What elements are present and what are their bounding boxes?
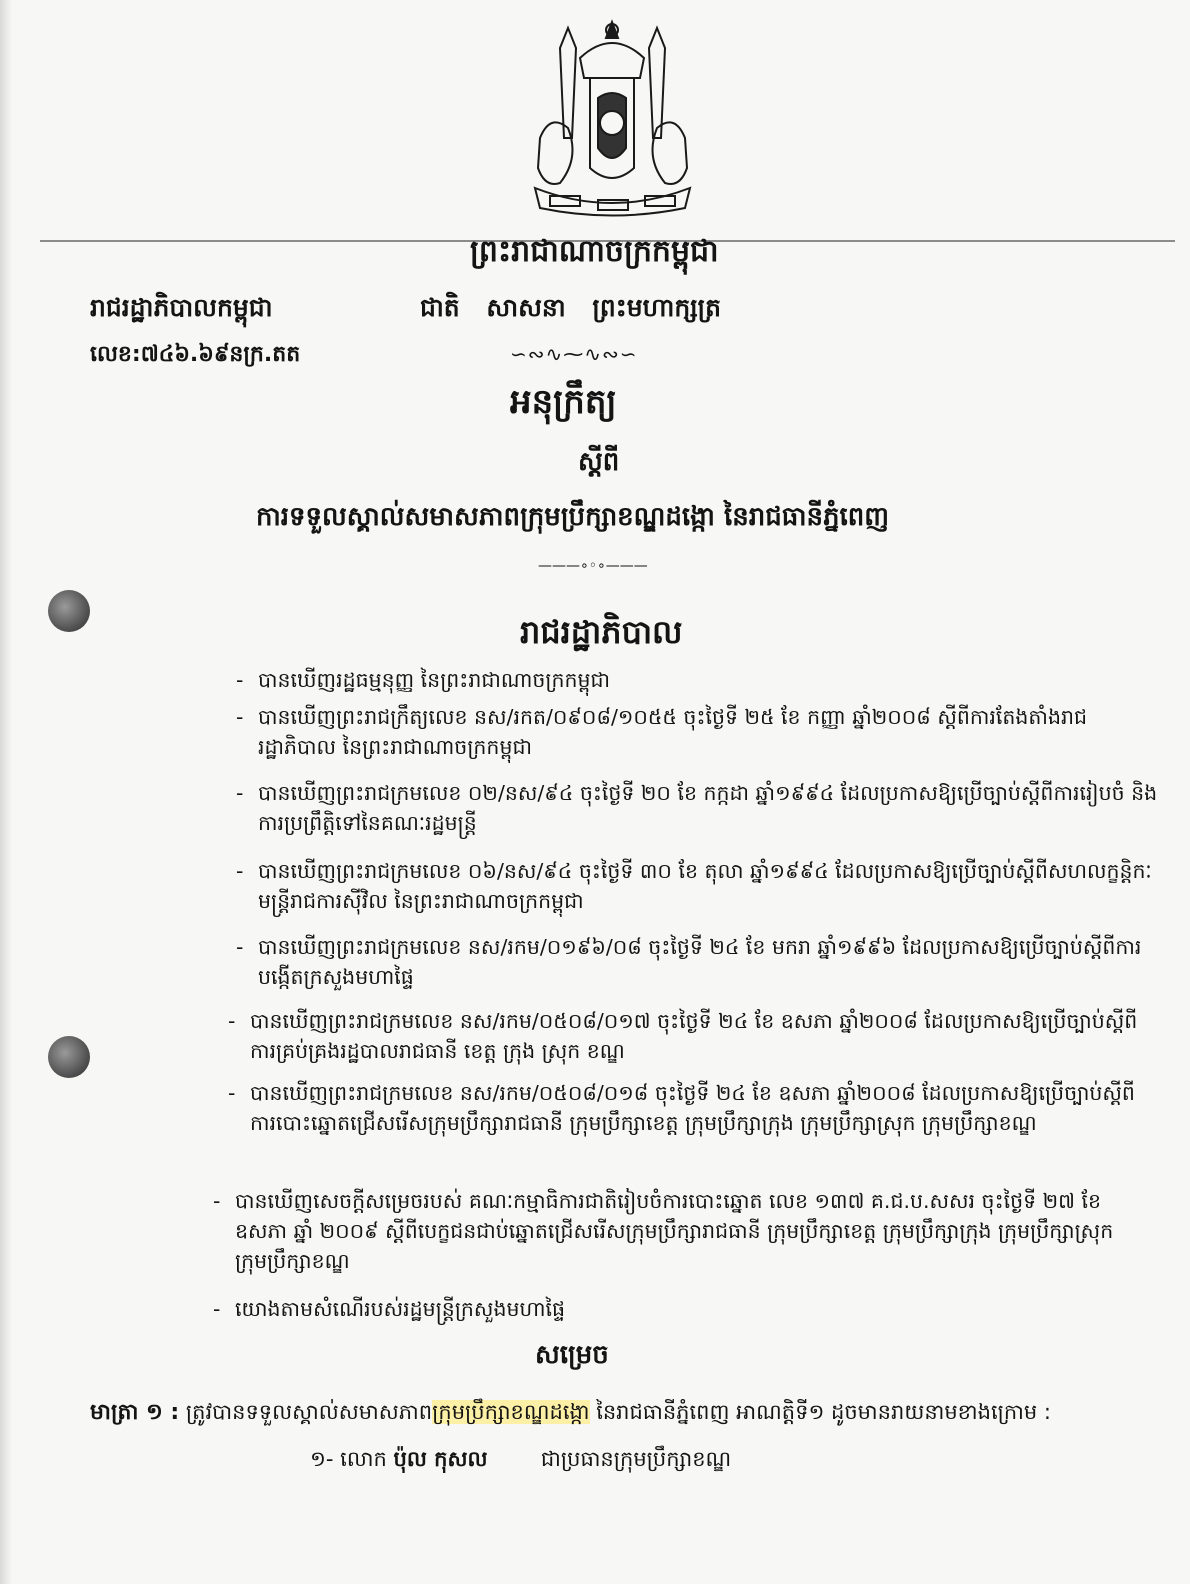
list-item — [213, 1186, 1135, 1276]
bullet-dash: - — [236, 859, 244, 883]
article-1 — [90, 1398, 1051, 1430]
decision-heading: សម្រេច — [535, 1340, 609, 1370]
punch-hole-top — [48, 590, 90, 632]
bullet-dash: - — [236, 668, 244, 692]
list-item — [236, 702, 1158, 762]
royal-coat-of-arms — [520, 18, 705, 218]
highlighted-text: ក្រុមប្រឹក្សាខណ្ឌដង្កោ — [432, 1400, 590, 1424]
bullet-dash: - — [236, 705, 244, 729]
document-subject: ការទទួលស្គាល់សមាសភាពក្រុមប្រឹក្សាខណ្ឌដង្កោ នៃរាជធានីភ្នំពេញ — [256, 502, 890, 532]
scan-edge — [0, 0, 12, 1584]
section-heading: រាជរដ្ឋាភិបាល — [520, 613, 683, 651]
ornament-divider: ∽∾∿⁓∿∾∽ — [510, 342, 638, 366]
national-motto: ជាតិ សាសនា ព្រះមហាក្សត្រ — [420, 293, 721, 322]
consideration-text: បានឃើញសេចក្ដីសម្រេចរបស់ គណៈកម្មាធិការជាតិរៀបចំការបោះឆ្នោត លេខ ១៣៧ គ.ជ.ប.សសរ ចុះថ្ងៃទី ២៧ ខែ ឧសភា ឆ្នាំ ២០០៩ ស្ដីពីបេក្ខជនជាប់ឆ្នោតជ្រើសរើសក្រុមប្រឹក្សារាជធានី ក្រុមប្រឹក្សាខេត្ត ក្រុមប្រឹក្សាក្រុង ក្រុមប្រឹក្សាស្រុក ក្រុមប្រឹក្សាខណ្ឌ — [235, 1189, 1114, 1273]
list-item — [228, 1006, 1150, 1066]
consideration-text: បានឃើញព្រះរាជក្រមលេខ ០៦/នស/៩៤ ចុះថ្ងៃទី ៣០ ខែ តុលា ឆ្នាំ១៩៩៤ ដែលប្រកាសឱ្យប្រើច្បាប់ស្ដីពីសហលក្ខន្តិកៈមន្ត្រីរាជការស៊ីវិល នៃព្រះរាជាណាចក្រកម្ពុជា — [258, 859, 1152, 913]
list-item — [236, 932, 1158, 992]
member-row — [310, 1446, 731, 1477]
document-number: លេខ:៧៤៦.៦៩នក្រ.តត — [90, 342, 301, 367]
article-text-rest: នៃរាជធានីភ្នំពេញ អាណត្តិទី១ ដូចមានរាយនាមខាងក្រោម : — [589, 1400, 1051, 1424]
bullet-dash: - — [213, 1189, 221, 1213]
consideration-text: បានឃើញព្រះរាជក្រឹត្យលេខ នស/រកត/០៩០៨/១០៥៥ ចុះថ្ងៃទី ២៥ ខែ កញ្ញា ឆ្នាំ២០០៨ ស្ដីពីការតែងតាំងរាជរដ្ឋាភិបាល នៃព្រះរាជាណាចក្រកម្ពុជា — [258, 705, 1087, 759]
member-role: ជាប្រធានក្រុមប្រឹក្សាខណ្ឌ — [540, 1447, 732, 1471]
consideration-text: បានឃើញព្រះរាជក្រមលេខ នស/រកម/០១៩៦/០៨ ចុះថ្ងៃទី ២៤ ខែ មករា ឆ្នាំ១៩៩៦ ដែលប្រកាសឱ្យប្រើច្បាប់ស្ដីពីការបង្កើតក្រសួងមហាផ្ទៃ — [258, 935, 1142, 989]
bullet-dash: - — [236, 935, 244, 959]
punch-hole-bottom — [48, 1036, 90, 1078]
consideration-text: បានឃើញព្រះរាជក្រមលេខ នស/រកម/០៥០៨/០១៧ ចុះថ្ងៃទី ២៤ ខែ ឧសភា ឆ្នាំ២០០៨ ដែលប្រកាសឱ្យប្រើច្បាប់ស្ដីពីការគ្រប់គ្រងរដ្ឋបាលរាជធានី ខេត្ត ក្រុង ស្រុក ខណ្ឌ — [250, 1009, 1138, 1063]
consideration-text: បានឃើញរដ្ឋធម្មនុញ្ញ នៃព្រះរាជាណាចក្រកម្ពុជា — [258, 668, 611, 692]
list-item — [236, 778, 1158, 838]
bullet-dash: - — [213, 1297, 221, 1321]
list-item — [236, 856, 1158, 916]
government-name: រាជរដ្ឋាភិបាលកម្ពុជា — [90, 293, 273, 322]
article-text: ត្រូវបានទទួលស្គាល់សមាសភាព — [185, 1400, 433, 1424]
about-label: ស្ដីពី — [578, 447, 620, 477]
article-label: មាត្រា ១ : — [90, 1400, 180, 1425]
list-item — [213, 1294, 1135, 1324]
document-type: អនុក្រឹត្យ — [510, 382, 617, 422]
ornament-divider-small: ———∘◦∘——— — [538, 558, 648, 574]
member-title: លោក — [340, 1447, 387, 1471]
list-item — [236, 665, 1158, 695]
kingdom-title: ព្រះរាជាណាចក្រកម្ពុជា — [470, 234, 719, 269]
member-index: ១- — [310, 1447, 334, 1471]
consideration-text: យោងតាមសំណើរបស់រដ្ឋមន្ត្រីក្រសួងមហាផ្ទៃ — [235, 1297, 566, 1321]
list-item — [228, 1078, 1150, 1138]
consideration-text: បានឃើញព្រះរាជក្រមលេខ ០២/នស/៩៤ ចុះថ្ងៃទី ២០ ខែ កក្កដា ឆ្នាំ១៩៩៤ ដែលប្រកាសឱ្យប្រើច្បាប់ស្ដីពីការរៀបចំ និងការប្រព្រឹត្តិទៅនៃគណៈរដ្ឋមន្ត្រី — [258, 781, 1158, 835]
bullet-dash: - — [236, 781, 244, 805]
bullet-dash: - — [228, 1081, 236, 1105]
member-name: ប៉ុល កុសល — [393, 1447, 488, 1471]
bullet-dash: - — [228, 1009, 236, 1033]
consideration-text: បានឃើញព្រះរាជក្រមលេខ នស/រកម/០៥០៨/០១៨ ចុះថ្ងៃទី ២៤ ខែ ឧសភា ឆ្នាំ២០០៨ ដែលប្រកាសឱ្យប្រើច្បាប់ស្ដីពីការបោះឆ្នោតជ្រើសរើសក្រុមប្រឹក្សារាជធានី ក្រុមប្រឹក្សាខេត្ត ក្រុមប្រឹក្សាក្រុង ក្រុមប្រឹក្សាស្រុក ក្រុមប្រឹក្សាខណ្ឌ — [250, 1081, 1135, 1135]
